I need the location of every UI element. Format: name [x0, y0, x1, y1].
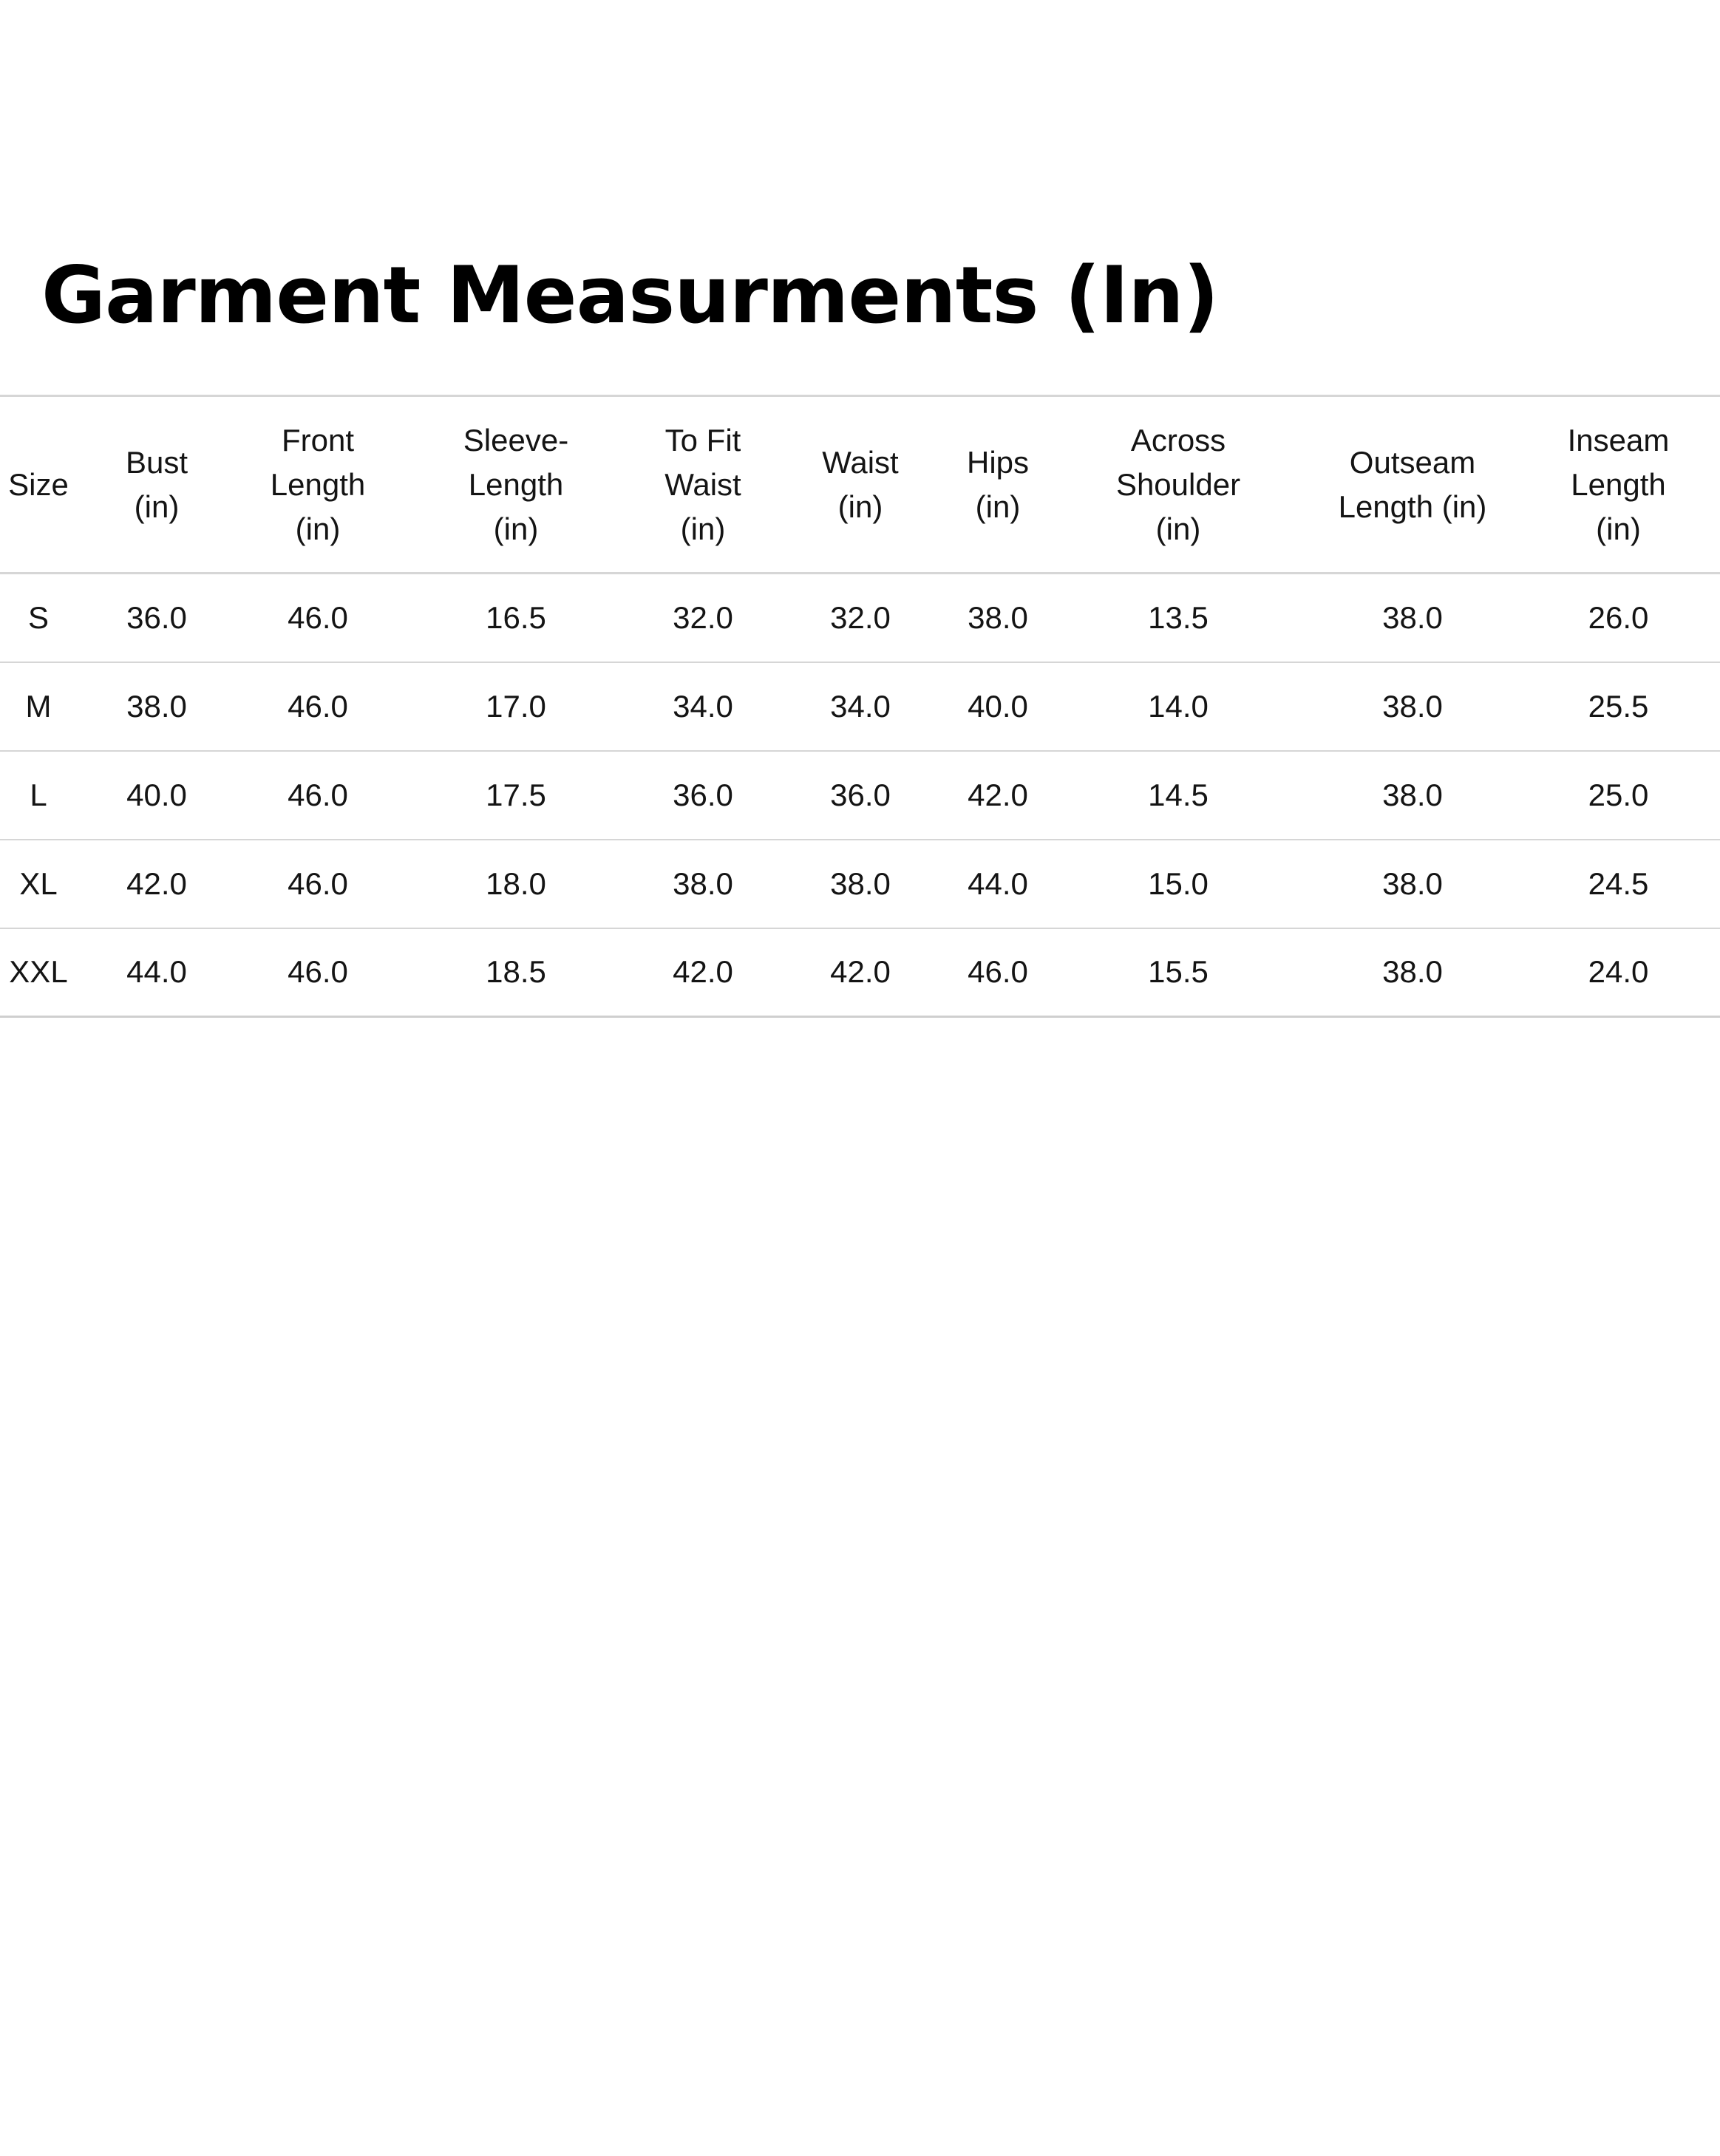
- cell-front-length: 46.0: [288, 777, 348, 812]
- cell-size: XXL: [9, 954, 68, 990]
- cell-across-shoulder: 14.0: [1148, 688, 1209, 724]
- cell-waist: 32.0: [830, 599, 891, 635]
- cell-bust: 36.0: [126, 599, 187, 635]
- header-row: [0, 396, 1720, 574]
- cell-hips: 40.0: [968, 688, 1028, 724]
- cell-waist: 42.0: [830, 954, 891, 990]
- header-inseam-length: Inseam Length (in): [1567, 422, 1670, 546]
- cell-sleeve-length: 16.5: [486, 599, 546, 635]
- cell-bust: 40.0: [126, 777, 187, 812]
- cell-to-fit-waist: 34.0: [673, 688, 733, 724]
- cell-inseam-length: 26.0: [1588, 599, 1649, 635]
- cell-hips: 38.0: [968, 599, 1028, 635]
- cell-to-fit-waist: 32.0: [673, 599, 733, 635]
- header-waist: Waist (in): [822, 444, 899, 524]
- cell-outseam-length: 38.0: [1382, 688, 1443, 724]
- cell-to-fit-waist: 42.0: [673, 954, 733, 990]
- measurements-table: [0, 395, 1720, 1018]
- cell-bust: 44.0: [126, 954, 187, 990]
- cell-front-length: 46.0: [288, 954, 348, 990]
- header-across-shoulder: Across Shoulder (in): [1115, 422, 1241, 546]
- table-row: [0, 928, 1720, 1017]
- cell-outseam-length: 38.0: [1382, 777, 1443, 812]
- cell-hips: 46.0: [968, 954, 1028, 990]
- cell-sleeve-length: 17.0: [486, 688, 546, 724]
- cell-bust: 38.0: [126, 688, 187, 724]
- cell-inseam-length: 24.5: [1588, 866, 1649, 901]
- cell-front-length: 46.0: [288, 599, 348, 635]
- header-hips: Hips (in): [966, 444, 1030, 524]
- cell-hips: 44.0: [968, 866, 1028, 901]
- header-size: Size: [8, 466, 69, 502]
- cell-outseam-length: 38.0: [1382, 599, 1443, 635]
- cell-waist: 38.0: [830, 866, 891, 901]
- cell-inseam-length: 25.5: [1588, 688, 1649, 724]
- table-row: [0, 662, 1720, 751]
- cell-front-length: 46.0: [288, 688, 348, 724]
- page-title: Garment Measurments (In): [41, 251, 1219, 339]
- header-to-fit-waist: To Fit Waist (in): [664, 422, 741, 546]
- cell-inseam-length: 24.0: [1588, 954, 1649, 990]
- cell-size: M: [25, 688, 52, 724]
- cell-waist: 34.0: [830, 688, 891, 724]
- table-row: [0, 840, 1720, 928]
- cell-inseam-length: 25.0: [1588, 777, 1649, 812]
- cell-size: XL: [19, 866, 58, 901]
- cell-to-fit-waist: 36.0: [673, 777, 733, 812]
- header-bust: Bust (in): [125, 444, 188, 524]
- cell-across-shoulder: 15.5: [1148, 954, 1209, 990]
- header-outseam-length: Outseam Length (in): [1338, 444, 1487, 524]
- header-sleeve-length: Sleeve- Length (in): [463, 422, 569, 546]
- cell-size: L: [30, 777, 47, 812]
- cell-to-fit-waist: 38.0: [673, 866, 733, 901]
- header-front-length: Front Length (in): [270, 422, 366, 546]
- cell-bust: 42.0: [126, 866, 187, 901]
- cell-waist: 36.0: [830, 777, 891, 812]
- table-row: [0, 751, 1720, 840]
- cell-sleeve-length: 18.5: [486, 954, 546, 990]
- cell-front-length: 46.0: [288, 866, 348, 901]
- cell-across-shoulder: 13.5: [1148, 599, 1209, 635]
- cell-outseam-length: 38.0: [1382, 866, 1443, 901]
- cell-across-shoulder: 15.0: [1148, 866, 1209, 901]
- cell-hips: 42.0: [968, 777, 1028, 812]
- cell-outseam-length: 38.0: [1382, 954, 1443, 990]
- cell-sleeve-length: 17.5: [486, 777, 546, 812]
- table-row: [0, 574, 1720, 662]
- cell-size: S: [27, 599, 49, 635]
- cell-across-shoulder: 14.5: [1148, 777, 1209, 812]
- cell-sleeve-length: 18.0: [486, 866, 546, 901]
